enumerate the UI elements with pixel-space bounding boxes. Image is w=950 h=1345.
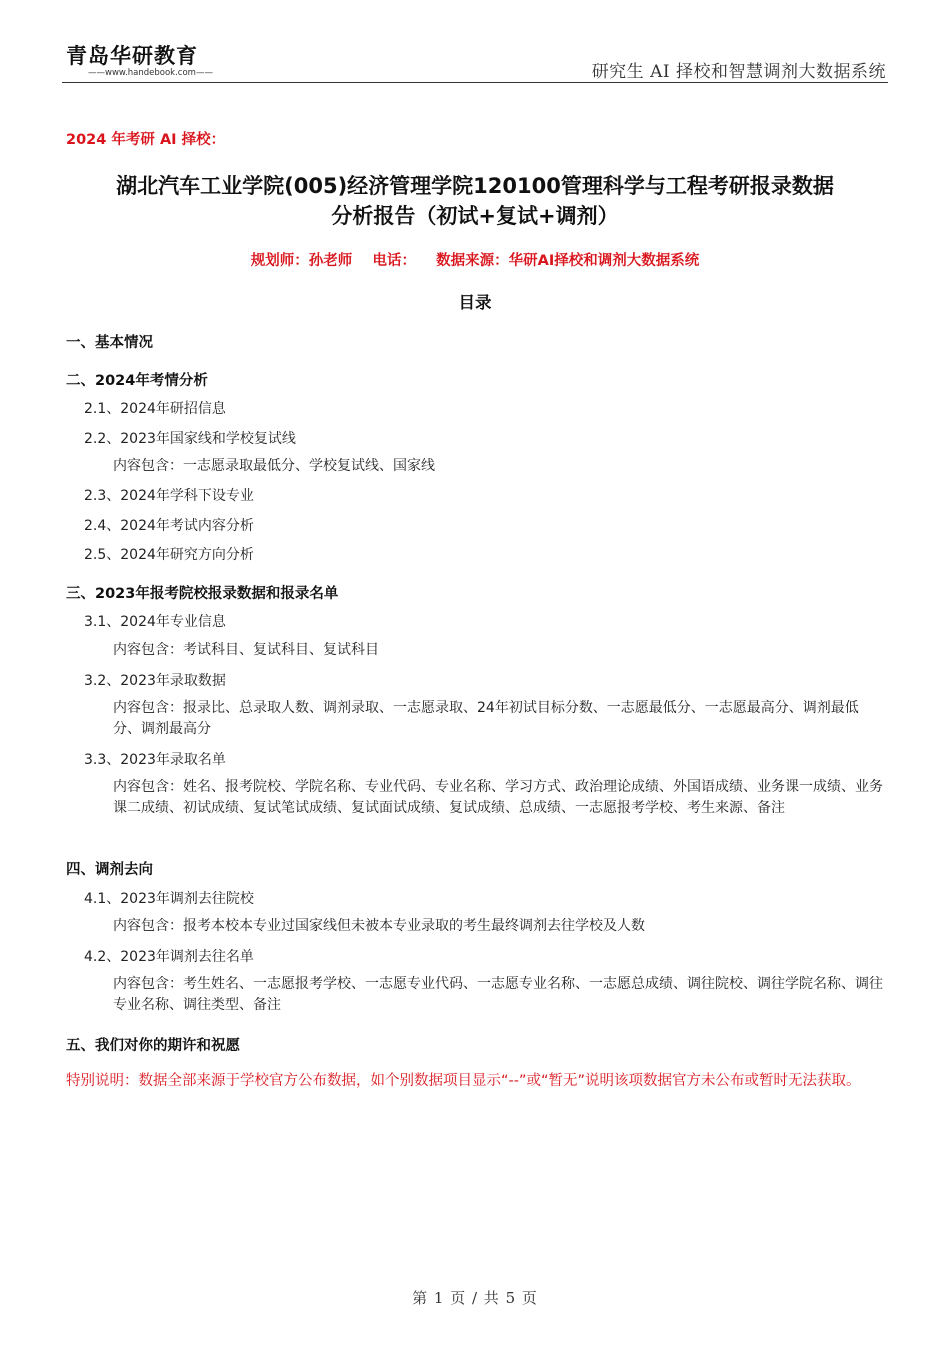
toc-heading: 目录 (458, 293, 492, 312)
toc-section-4: 四、调剂去向 (66, 862, 153, 878)
toc-item-4-2: 4.2、2023年调剂去往名单 (84, 949, 254, 965)
toc-item-2-5: 2.5、2024年研究方向分析 (84, 547, 254, 563)
toc-item-3-3: 3.3、2023年录取名单 (84, 752, 226, 768)
toc-item-2-2-content: 内容包含：一志愿录取最低分、学校复试线、国家线 (113, 458, 435, 474)
report-title-line-2: 分析报告（初试+复试+调剂） (331, 204, 619, 228)
toc-item-3-1: 3.1、2024年专业信息 (84, 614, 226, 630)
toc-section-5: 五、我们对你的期许和祝愿 (66, 1038, 240, 1054)
planner-info: 规划师：孙老师 电话： 数据来源：华研AI择校和调剂大数据系统 (250, 253, 700, 269)
report-title (62, 171, 888, 231)
toc-item-4-1: 4.1、2023年调剂去往院校 (84, 891, 254, 907)
toc-section-3: 三、2023年报考院校报录数据和报录名单 (66, 586, 339, 602)
logo-url: ——www.handebook.com—— (88, 68, 213, 78)
logo-title: 青岛华研教育 (66, 44, 198, 68)
page-number: 第 1 页 / 共 5 页 (412, 1289, 538, 1307)
toc-item-4-2-content: 内容包含：考生姓名、一志愿报考学校、一志愿专业代码、一志愿专业名称、一志愿总成绩、调往院校、调往学院名称、调往专业名称、调往类型、备注 (113, 976, 883, 1013)
toc-item-2-1: 2.1、2024年研招信息 (84, 401, 226, 417)
page-header (62, 42, 888, 83)
toc-item-2-4: 2.4、2024年考试内容分析 (84, 518, 254, 534)
toc-section-2: 二、2024年考情分析 (66, 373, 208, 389)
tag-line: 2024 年考研 AI 择校： (66, 132, 226, 148)
toc-item-3-1-content: 内容包含：考试科目、复试科目、复试科目 (113, 642, 379, 658)
toc-item-2-3: 2.3、2024年学科下设专业 (84, 488, 254, 504)
special-notice: 特别说明：数据全部来源于学校官方公布数据，如个别数据项目显示“--”或“暂无”说明该项数据官方未公布或暂时无法获取。 (66, 1073, 861, 1089)
report-title-line-1: 湖北汽车工业学院(005)经济管理学院120100管理科学与工程考研报录数据 (116, 174, 834, 198)
header-system-name: 研究生 AI 择校和智慧调剂大数据系统 (591, 62, 886, 82)
toc-item-3-3-content: 内容包含：姓名、报考院校、学院名称、专业代码、专业名称、学习方式、政治理论成绩、外国语成绩、业务课一成绩、业务课二成绩、初试成绩、复试笔试成绩、复试面试成绩、复试成绩、总成绩、一志愿报考学校、考生来源、备注 (113, 779, 883, 816)
toc-section-1: 一、基本情况 (66, 335, 153, 351)
toc-item-2-2: 2.2、2023年国家线和学校复试线 (84, 431, 296, 447)
logo (66, 44, 213, 78)
toc-item-3-2-content: 内容包含：报录比、总录取人数、调剂录取、一志愿录取、24年初试目标分数、一志愿最低分、一志愿最高分、调剂最低分、调剂最高分 (113, 700, 859, 737)
toc-item-4-1-content: 内容包含：报考本校本专业过国家线但未被本专业录取的考生最终调剂去往学校及人数 (113, 918, 645, 934)
toc-item-3-2: 3.2、2023年录取数据 (84, 673, 226, 689)
